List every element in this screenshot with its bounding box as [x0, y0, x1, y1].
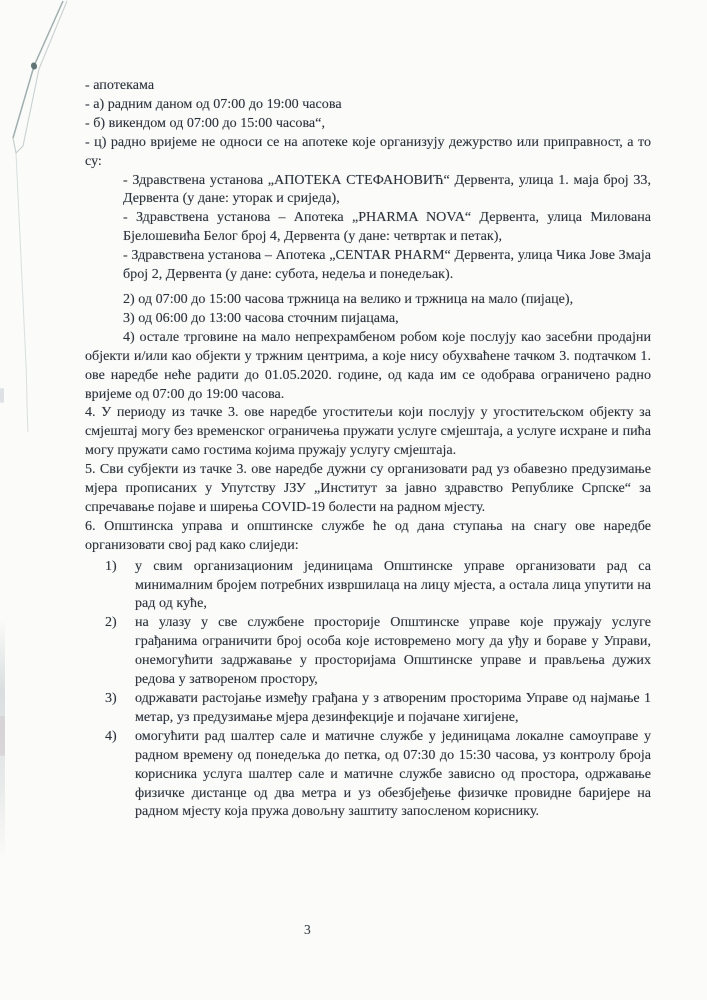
list-text: на улазу у све службене просторије Општинске управе које пружају услуге грађанима ограничити број особа које истовремено могу да уђу и бораве у Управи, онемогућити задржавање у просторијама Општинске управе и прављења дужих редова у затвореном простору,: [135, 614, 651, 688]
list-text: одржавати растојање између грађана у з атвореним просторима Управе од најмање 1 метар, уз предузимање мјера дезинфекције и појачане хигијене,: [135, 690, 651, 725]
item-market-hours: 2) од 07:00 до 15:00 часова тржница на велико и тржница на мало (пијаце),: [123, 290, 574, 307]
municipal-list-item: [85, 557, 651, 614]
pharmacy-entry-pharma-nova: - Здравствена установа – Апотека „PHARMA NOVA“ Дервента, улица Милована Бјелошевића Белог број 4, Дервента (у дане: четвртак и петак),: [123, 209, 651, 245]
municipal-measures-list: [85, 557, 651, 822]
list-number: 3): [105, 690, 117, 706]
line-weekend-hours: - б) викендом од 07:00 до 15:00 часова“,: [85, 114, 325, 131]
line-weekday-hours: - а) радним даном од 07:00 до 19:00 часова: [85, 95, 342, 112]
scan-smudge: [0, 388, 4, 403]
para-4-accommodation: 4. У периоду из тачке 3. ове наредбе угоститељи који послују у угоститељском објекту за смјештај могу без временског ограничења пружати услуге смјештаја, а услуге исхране и пића могу пружати само гостима којима пружају услугу смјештаја.: [85, 404, 651, 459]
municipal-list-item: [85, 689, 651, 727]
municipal-list-item: [85, 727, 651, 822]
item-other-retail: 4) остале трговине на мало непрехрамбеном робом које послују као засебни продајни објекти и/или као објекти у тржним центрима, а које нису обухваћене тачком 3. подтачком 1. ове наредбе неће радити до 01.05.2020. године, од када им се одобрава ограничено радно вријеме од 07:00 до 19:00 часова.: [85, 328, 651, 402]
list-text: у свим организационим јединицама Општинске управе организовати рад са минималним бројем потребних извршилаца на лицу мјеста, а остала лица упутити на рад од куће,: [135, 557, 651, 612]
fold-crease-mark: [0, 0, 90, 440]
scan-edge-shadow: [0, 620, 5, 860]
pharmacy-entry-stefanovic: - Здравствена установа „АПОТЕКА СТЕФАНОВИЋ“ Дервента, улица 1. маја број 33, Дервента (у дане: уторак и сриједа),: [123, 171, 651, 207]
municipal-list-item: [85, 613, 651, 689]
list-number: 2): [105, 614, 117, 631]
list-number: 4): [105, 727, 117, 744]
line-pharmacies-heading: - апотекама: [85, 77, 155, 93]
para-6-municipal-administration: 6. Општинска управа и општинске службе ће од дана ступања на снагу ове наредбе организовати свој рад како слиједи:: [85, 517, 651, 553]
page-number: 3: [304, 922, 311, 937]
item-livestock-market-hours: 3) од 06:00 до 13:00 часова сточним пијацама,: [123, 309, 399, 326]
pharmacy-entry-centar-pharm: - Здравствена установа – Апотека „CENTAR PHARM“ Дервента, улица Чика Јове Змаја број 2, Дервента (у дане: субота, недеља и понедељак).: [123, 247, 651, 283]
para-5-covid-instructions: 5. Сви субјекти из тачке 3. ове наредбе дужни су организовати рад уз обавезно предузимање мјера прописаних у Упутству ЈЗУ „Институт за јавно здравство Републике Српске“ за спречавање појаве и ширења COVID-19 болести на радном мјесту.: [85, 461, 651, 515]
para-pharmacy-exception: - ц) радно вријеме не односи се на апотеке које организују дежурство или приправност, а то су:: [85, 133, 651, 169]
list-text: омогућити рад шалтер сале и матичне службе у јединицама локалне самоуправе у радном времену од понедељка до петка, од 07:30 до 15:30 часова, уз контролу броја корисника услуга шалтер сале и матичне службе зависно од простора, одржавање физичке дистанце од два метра и уз обезбјеђење физичке провидне баријере на радном мјесту која пружа довољну заштиту запосленом кориснику.: [135, 727, 651, 820]
document-body: [85, 76, 651, 821]
pharmacy-list: [85, 171, 651, 284]
scan-smudge: [0, 716, 5, 756]
list-number: 1): [105, 557, 117, 574]
